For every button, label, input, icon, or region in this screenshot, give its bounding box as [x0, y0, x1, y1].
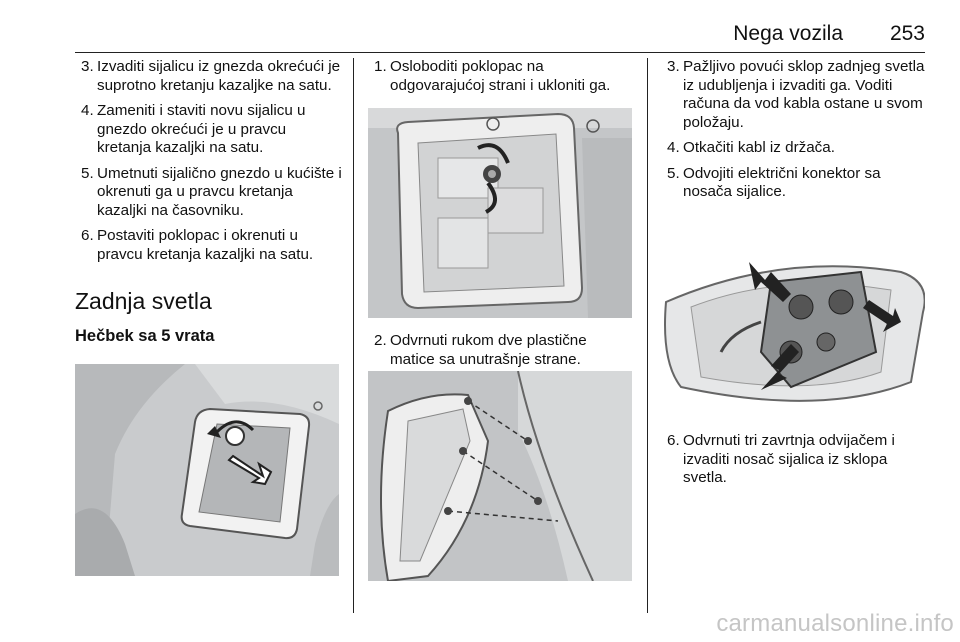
- page-header: [75, 0, 925, 53]
- step-item: 2. Odvrnuti rukom dve plastične matice sa unutrašnje strane.: [374, 332, 587, 368]
- subsection-heading: Hečbek sa 5 vrata: [75, 327, 215, 345]
- column-2-lower: [368, 332, 634, 376]
- step-item: 5. Umetnuti sijalično gnezdo u kućište i okrenuti ga u pravcu kretanja kazaljki na časovniku.: [81, 164, 342, 219]
- column-3-lower: [661, 432, 927, 495]
- bulb-holder-illustration: [661, 212, 925, 418]
- step-item: 6. Postaviti poklopac i okrenuti u pravcu kretanja kazaljki na satu.: [81, 227, 314, 263]
- step-list: [368, 332, 634, 369]
- step-list: [368, 58, 634, 95]
- step-item: 5. Odvojiti električni konektor sa nosača sijalice.: [667, 164, 881, 200]
- tail-lamp-nuts-illustration: [368, 371, 632, 581]
- column-3: [661, 58, 927, 209]
- step-item: 1. Osloboditi poklopac na odgovarajućoj strani i ukloniti ga.: [374, 58, 611, 94]
- page-number: 253: [889, 22, 925, 45]
- step-list: [75, 58, 343, 264]
- tailgate-cover-illustration: [75, 364, 339, 576]
- watermark-text: carmanualsonline.info: [716, 610, 954, 637]
- step-item: 4. Otkačiti kabl iz držača.: [667, 139, 835, 156]
- step-item: 6. Odvrnuti tri zavrtnja odvijačem i izvaditi nosač sijalica iz sklopa svetla.: [667, 432, 895, 486]
- step-item: 3. Pažljivo povući sklop zadnjeg svetla iz udubljenja i izvaditi ga. Voditi računa da vod kabla ostane u svom položaju.: [667, 58, 925, 131]
- column-divider-2: [647, 58, 648, 613]
- column-divider-1: [353, 58, 354, 613]
- section-title: Nega vozila: [733, 22, 843, 45]
- step-list: [661, 58, 927, 202]
- column-1: [75, 58, 343, 346]
- step-list: [661, 432, 927, 488]
- step-item: 3. Izvaditi sijalicu iz gnezda okrećući je suprotno kretanju kazaljke na satu.: [81, 58, 341, 94]
- column-2: [368, 58, 634, 102]
- section-heading: Zadnja svetla: [75, 288, 212, 314]
- lamp-housing-illustration: [368, 108, 632, 318]
- step-item: 4. Zameniti i staviti novu sijalicu u gnezdo okrećući je u pravcu kretanja kazaljki na satu.: [81, 102, 306, 156]
